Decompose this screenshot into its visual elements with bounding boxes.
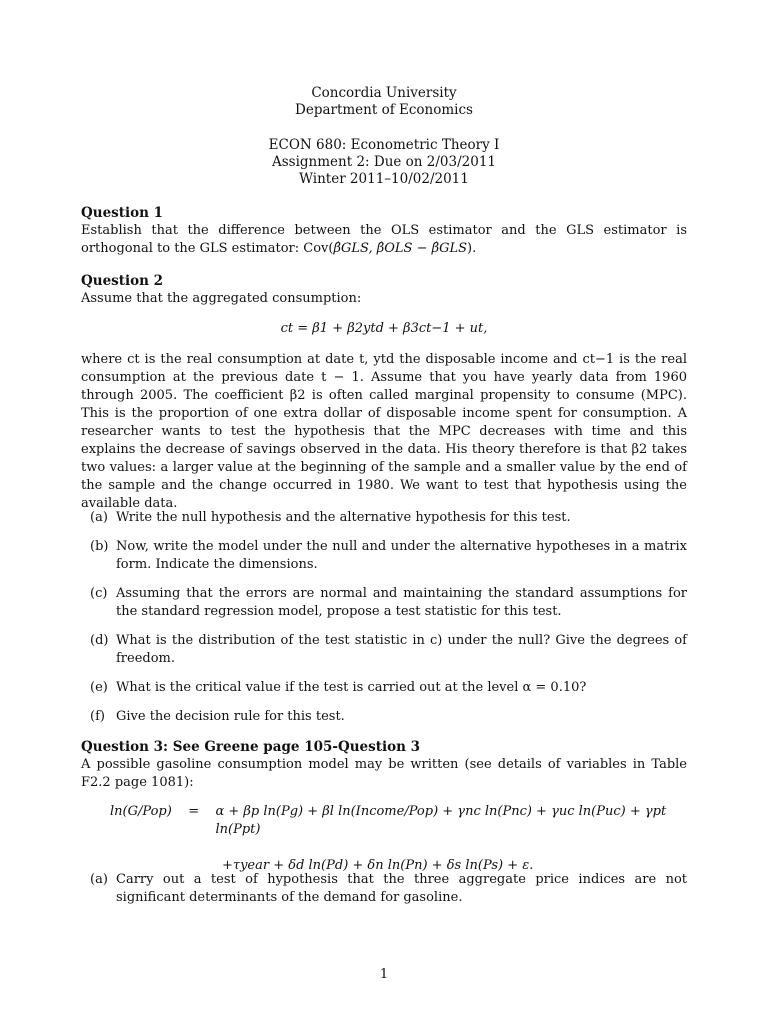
question-2-items — [90, 509, 687, 737]
term: Winter 2011 — [299, 171, 385, 187]
course-title: ECON 680: Econometric Theory I — [268, 137, 500, 153]
question-1-title: Question 1 — [81, 205, 164, 221]
gasoline-equation — [110, 803, 670, 875]
question-1 — [81, 204, 687, 258]
assignment-title: Assignment 2: Due on 2/03/2011 — [271, 154, 497, 170]
equation-equals: = — [188, 804, 200, 819]
list-item: (a) Carry out a test of hypothesis that the three aggregate price indices are not significant determinants of the demand for gasoline. — [90, 872, 687, 905]
university-name: Concordia University — [311, 85, 457, 101]
question-1-text: Establish that the difference between the OLS estimator and the GLS estimator is orthogonal to the GLS estimator: Cov(β̂GLS, β̂OLS − β̂GLS). — [81, 223, 687, 256]
question-3-title: Question 3: See Greene page 105-Question 3 — [81, 739, 421, 755]
question-2 — [81, 272, 687, 513]
date: –10/02/2011 — [384, 171, 469, 187]
list-item: (c) Assuming that the errors are normal and maintaining the standard assumptions for the standard regression model, propose a test statistic for this test. — [90, 586, 687, 619]
list-item: (e) What is the critical value if the test is carried out at the level α = 0.10? — [90, 680, 587, 695]
list-item: (f) Give the decision rule for this test. — [90, 709, 345, 724]
question-3-intro: A possible gasoline consumption model may be written (see details of variables in Table F2.2 page 1081): — [81, 757, 687, 790]
question-3-items — [90, 871, 687, 918]
question-2-title: Question 2 — [81, 273, 164, 289]
term-line — [0, 170, 768, 187]
question-2-intro: Assume that the aggregated consumption: — [81, 291, 362, 306]
list-item: (a) Write the null hypothesis and the alternative hypothesis for this test. — [90, 510, 571, 525]
document-header — [0, 84, 768, 187]
list-item: (b) Now, write the model under the null and under the alternative hypotheses in a matrix form. Indicate the dimensions. — [90, 539, 687, 572]
equation-rhs-line-1: α + βp ln(Pg) + βl ln(Income/Pop) + γnc ln(Pnc) + γuc ln(Puc) + γpt ln(Ppt) — [215, 804, 667, 837]
page-number: 1 — [379, 967, 389, 982]
department-name: Department of Economics — [295, 102, 473, 118]
question-3 — [81, 738, 687, 792]
question-2-body: where ct is the real consumption at date t, ytd the disposable income and ct−1 is the real consumption at the previous date t − 1. Assume that you have yearly data from 1960 through 2005. The coefficient β2 is often called marginal propensity to consume (MPC). This is the proportion of one extra dollar of disposable income spent for consumption. A researcher wants to test the hypothesis that the MPC decreases with time and this explains the decrease of savings observed in the data. His theory therefore is that β2 takes two values: a larger value at the beginning of the sample and a smaller value by the end of the sample and the change occurred in 1980. We want to test that hypothesis using the available data. — [81, 352, 687, 511]
list-item: (d) What is the distribution of the test statistic in c) under the null? Give the degrees of freedom. — [90, 633, 687, 666]
consumption-equation: ct = β1 + β2ytd + β3ct−1 + ut, — [280, 321, 488, 336]
equation-lhs: ln(G/Pop) — [110, 804, 172, 819]
equation-rhs-line-2: +τyear + δd ln(Pd) + δn ln(Pn) + δs ln(Ps) + ε. — [222, 858, 534, 873]
